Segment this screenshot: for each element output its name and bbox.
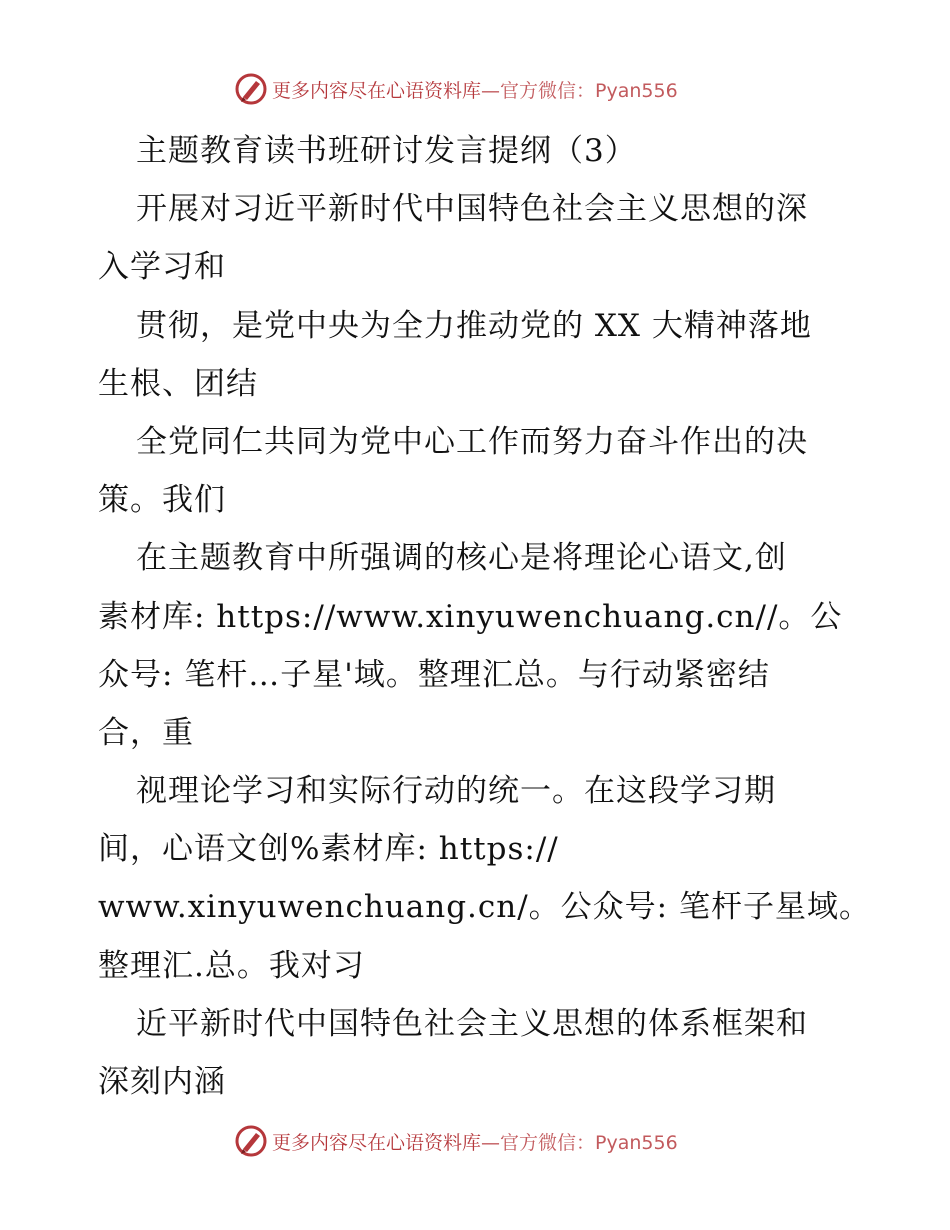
watermark-text: 更多内容尽在心语资料库 [272, 79, 482, 102]
text-line: 深刻内涵 [98, 1064, 226, 1100]
text-line: 众号: 笔杆…子星'域。整理汇总。与行动紧密结 [98, 656, 770, 693]
header-watermark [234, 72, 678, 106]
document-body [98, 122, 871, 1111]
footer-watermark [234, 1124, 678, 1158]
text-line: 视理论学习和实际行动的统一。在这段学习期 [136, 773, 776, 810]
text-line: 主题教育读书班研讨发言提纲（3） [136, 133, 637, 169]
pen-logo-icon [234, 1124, 268, 1158]
text-line: 素材库: https://www.xinyuwenchuang.cn//。公 [98, 598, 843, 635]
watermark-wechat: —官方微信：Pyan556 [481, 1131, 678, 1154]
text-line: 贯彻，是党中央为全力推动党的 XX 大精神落地 [136, 307, 812, 344]
watermark-text: 更多内容尽在心语资料库 [272, 1131, 482, 1154]
text-line: 全党同仁共同为党中心工作而努力奋斗作出的决 [136, 423, 808, 460]
text-line: 合，重 [98, 714, 194, 751]
pen-logo-icon [234, 72, 268, 106]
watermark-wechat: —官方微信：Pyan556 [481, 79, 678, 102]
text-line: 策。我们 [98, 482, 226, 519]
text-line: 开展对习近平新时代中国特色社会主义思想的深 [136, 191, 808, 228]
text-line: www.xinyuwenchuang.cn/。公众号: 笔杆子星域。 [98, 889, 871, 926]
text-line: 整理汇.总。我对习 [98, 947, 365, 984]
text-line: 入学习和 [98, 249, 226, 286]
text-line: 近平新时代中国特色社会主义思想的体系框架和 [136, 1005, 808, 1042]
text-line: 在主题教育中所强调的核心是将理论心语文,创 [136, 540, 787, 577]
text-line: 生根、团结 [98, 365, 258, 402]
text-line: 间，心语文创%素材库: https:// [98, 831, 559, 868]
